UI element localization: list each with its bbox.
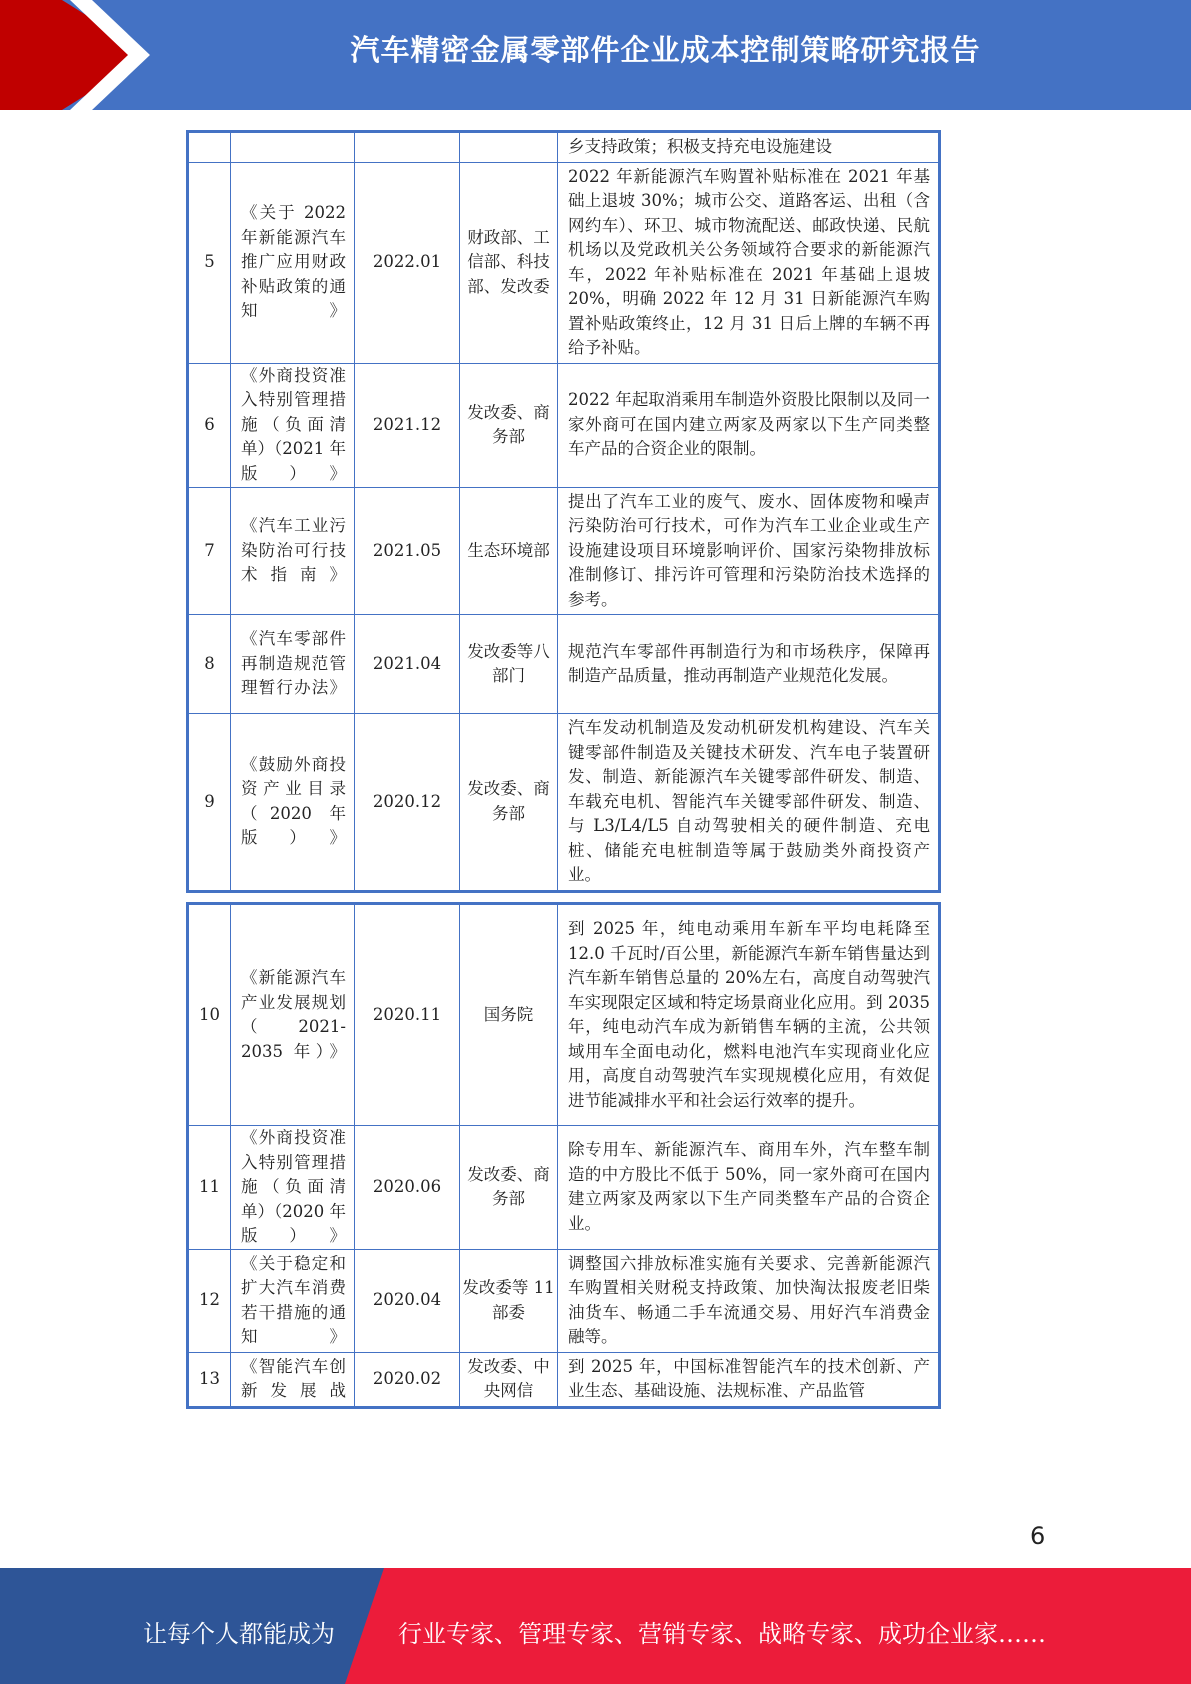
row-number: 13 — [188, 1352, 231, 1407]
table-row — [188, 904, 940, 1126]
table-row — [188, 1352, 940, 1407]
issuing-department: 发改委等 11 部委 — [460, 1249, 558, 1352]
row-number: 8 — [188, 615, 231, 714]
policy-date: 2020.11 — [355, 904, 460, 1126]
row-number: 10 — [188, 904, 231, 1126]
issuing-department: 发改委、商务部 — [460, 714, 558, 892]
policy-date: 2020.12 — [355, 714, 460, 892]
page-number: 6 — [1030, 1522, 1046, 1550]
policy-content: 规范汽车零部件再制造行为和市场秩序，保障再制造产品质量，推动再制造产业规范化发展。 — [558, 615, 940, 714]
policy-date: 2020.06 — [355, 1126, 460, 1250]
table-row — [188, 615, 940, 714]
policy-content: 2022 年起取消乘用车制造外资股比限制以及同一家外商可在国内建立两家及两家以下生产同类整车产品的合资企业的限制。 — [558, 363, 940, 487]
policy-name — [231, 132, 355, 163]
policy-content: 提出了汽车工业的废气、废水、固体废物和噪声污染防治可行技术，可作为汽车工业企业或生产设施建设项目环境影响评价、国家污染物排放标准制修订、排污许可管理和污染防治技术选择的参考。 — [558, 487, 940, 615]
policy-name: 《关于稳定和扩大汽车消费若干措施的通知》 — [231, 1249, 355, 1352]
page-header — [0, 0, 1191, 110]
policy-date — [355, 132, 460, 163]
policy-name: 《外商投资准入特别管理措施（负面清单）（2020 年版）》 — [231, 1126, 355, 1250]
policy-name: 《汽车零部件再制造规范管理暂行办法》 — [231, 615, 355, 714]
issuing-department — [460, 132, 558, 163]
red-arrow-shape — [0, 0, 150, 110]
table-row — [188, 714, 940, 892]
issuing-department: 发改委、中央网信 — [460, 1352, 558, 1407]
row-number: 7 — [188, 487, 231, 615]
table-row — [188, 1249, 940, 1352]
policy-name: 《智能汽车创新发展战 — [231, 1352, 355, 1407]
row-number — [188, 132, 231, 163]
report-title: 汽车精密金属零部件企业成本控制策略研究报告 — [350, 33, 981, 67]
policy-date: 2021.04 — [355, 615, 460, 714]
row-number: 12 — [188, 1249, 231, 1352]
policy-name: 《新能源汽车产业发展规划（2021-2035 年）》 — [231, 904, 355, 1126]
issuing-department: 财政部、工信部、科技部、发改委 — [460, 162, 558, 363]
row-number: 6 — [188, 363, 231, 487]
policy-table-part1 — [186, 130, 941, 893]
issuing-department: 发改委等八部门 — [460, 615, 558, 714]
footer-slogan-left: 让每个人都能成为 — [143, 1620, 335, 1648]
table-row — [188, 1126, 940, 1250]
table-row — [188, 487, 940, 615]
row-number: 9 — [188, 714, 231, 892]
policy-content: 到 2025 年，纯电动乘用车新车平均电耗降至 12.0 千瓦时/百公里，新能源汽车新车销售量达到汽车新车销售总量的 20%左右，高度自动驾驶汽车实现限定区域和特定场景商业化应用。到 2035 年，纯电动汽车成为新销售车辆的主流，公共领域用车全面电动化，燃料电池汽车实现商业化应用，高度自动驾驶汽车实现规模化应用，有效促进节能减排水平和社会运行效率的提升。 — [558, 904, 940, 1126]
issuing-department: 生态环境部 — [460, 487, 558, 615]
policy-content: 汽车发动机制造及发动机研发机构建设、汽车关键零部件制造及关键技术研发、汽车电子装置研发、制造、新能源汽车关键零部件研发、制造、车载充电机、智能汽车关键零部件研发、制造、与 L3/L4/L5 自动驾驶相关的硬件制造、充电桩、储能充电桩制造等属于鼓励类外商投资产业。 — [558, 714, 940, 892]
policy-date: 2020.04 — [355, 1249, 460, 1352]
table-row — [188, 363, 940, 487]
issuing-department: 国务院 — [460, 904, 558, 1126]
policy-name: 《汽车工业污染防治可行技术指南》 — [231, 487, 355, 615]
page-footer — [0, 1568, 1191, 1684]
policy-date: 2021.05 — [355, 487, 460, 615]
policy-name: 《关于 2022 年新能源汽车推广应用财政补贴政策的通知》 — [231, 162, 355, 363]
policy-name: 《鼓励外商投资产业目录（2020 年版）》 — [231, 714, 355, 892]
issuing-department: 发改委、商务部 — [460, 1126, 558, 1250]
policy-content: 到 2025 年，中国标准智能汽车的技术创新、产业生态、基础设施、法规标准、产品监管 — [558, 1352, 940, 1407]
issuing-department: 发改委、商务部 — [460, 363, 558, 487]
table-row — [188, 162, 940, 363]
row-number: 11 — [188, 1126, 231, 1250]
policy-date: 2020.02 — [355, 1352, 460, 1407]
policy-date: 2021.12 — [355, 363, 460, 487]
policy-content: 2022 年新能源汽车购置补贴标准在 2021 年基础上退坡 30%；城市公交、道路客运、出租（含网约车）、环卫、城市物流配送、邮政快递、民航机场以及党政机关公务领域符合要求的新能源汽车，2022 年补贴标准在 2021 年基础上退坡 20%，明确 2022 年 12 月 31 日新能源汽车购置补贴政策终止，12 月 31 日后上牌的车辆不再给予补贴。 — [558, 162, 940, 363]
policy-content: 除专用车、新能源汽车、商用车外，汽车整车制造的中方股比不低于 50%，同一家外商可在国内建立两家及两家以下生产同类整车产品的合资企业。 — [558, 1126, 940, 1250]
policy-content: 乡支持政策；积极支持充电设施建设 — [558, 132, 940, 163]
row-number: 5 — [188, 162, 231, 363]
policy-name: 《外商投资准入特别管理措施（负面清单）（2021 年版）》 — [231, 363, 355, 487]
policy-content: 调整国六排放标准实施有关要求、完善新能源汽车购置相关财税支持政策、加快淘汰报废老旧柴油货车、畅通二手车流通交易、用好汽车消费金融等。 — [558, 1249, 940, 1352]
footer-slogan-right: 行业专家、管理专家、营销专家、战略专家、成功企业家…… — [398, 1620, 1046, 1648]
table-row — [188, 132, 940, 163]
policy-date: 2022.01 — [355, 162, 460, 363]
policy-table-part2 — [186, 902, 941, 1409]
